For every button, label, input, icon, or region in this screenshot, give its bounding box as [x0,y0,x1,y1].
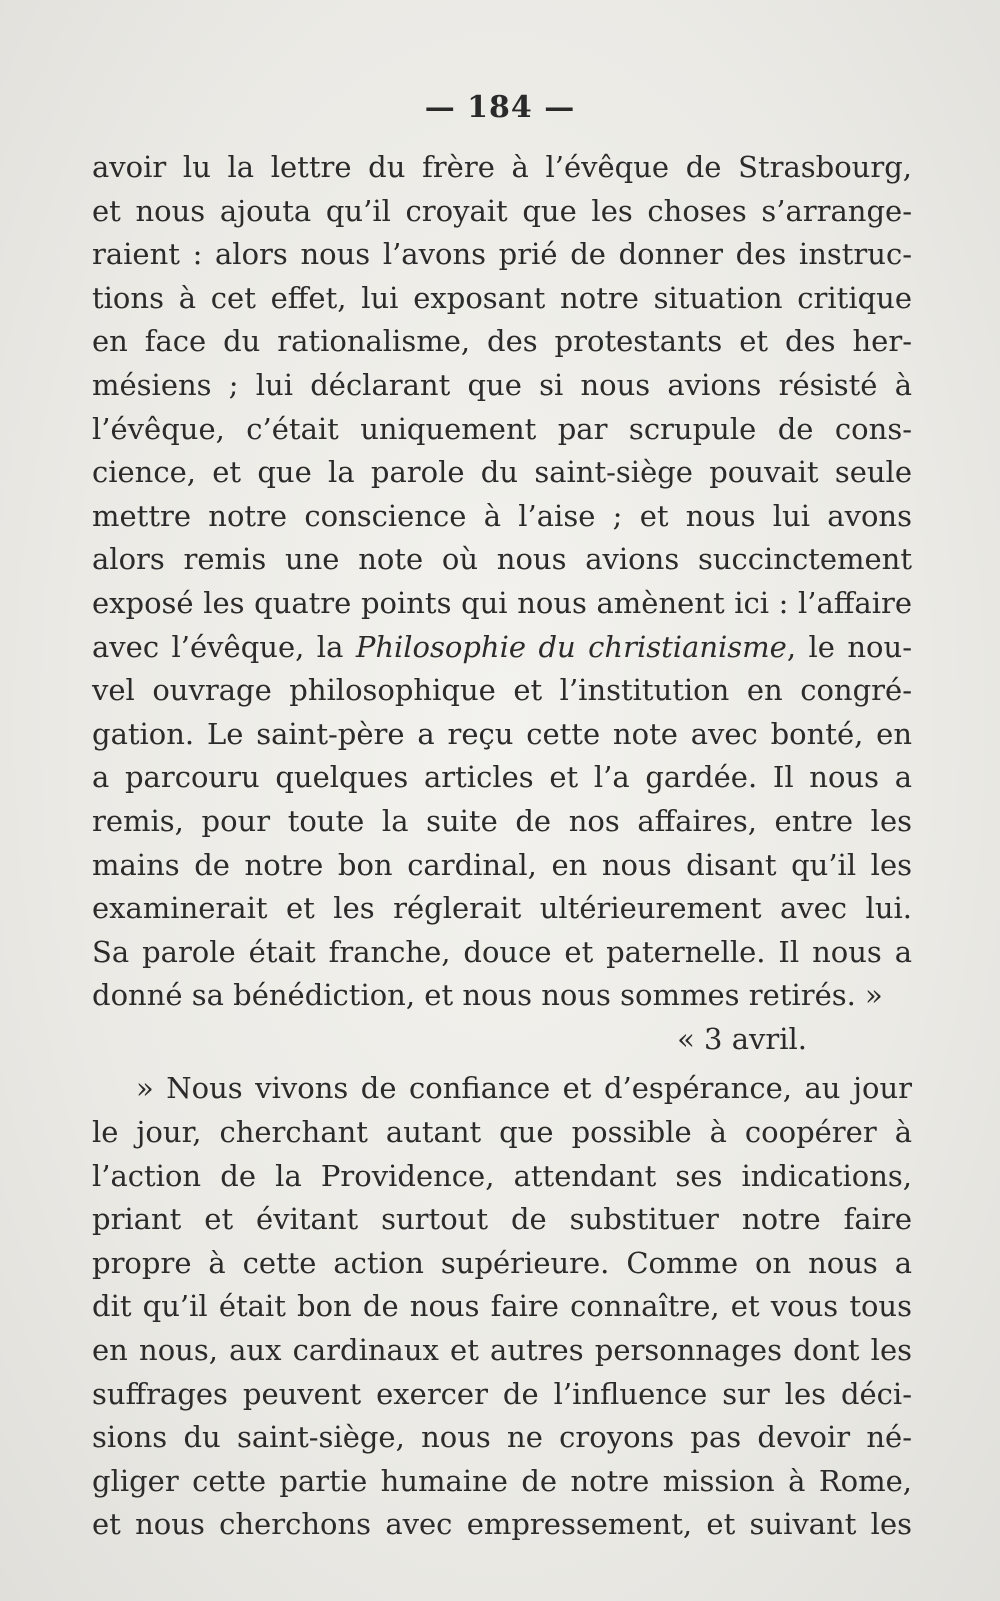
line-text: , le nou- [786,629,912,664]
text-line: suffrages peuvent exercer de l’influence sur les déci- [92,1376,912,1411]
text-line: mains de notre bon cardinal, en nous disant qu’il les [92,847,912,882]
text-line: dit qu’il était bon de nous faire connaître, et vous tous [92,1289,912,1324]
text-line: cience, et que la parole du saint-siège pouvait seule [92,455,912,490]
closing-line: donné sa bénédiction, et nous nous sommes retirés. » [92,978,883,1013]
text-line: en nous, aux cardinaux et autres personnages dont les [92,1333,912,1368]
text-line: mésiens ; lui déclarant que si nous avions résisté à [92,367,912,402]
text-line: mettre notre conscience à l’aise ; et nous lui avons [92,498,912,533]
paragraph-1-start [92,146,912,626]
text-line: l’évêque, c’était uniquement par scrupule de cons- [92,411,912,446]
text-line: vel ouvrage philosophique et l’institution en congré- [92,673,912,708]
text-line: et nous ajouta qu’il croyait que les choses s’arrange- [92,193,912,228]
paragraph-2 [92,1067,912,1547]
book-title: Philosophie du christianisme [355,629,787,664]
text-line: remis, pour toute la suite de nos affaires, entre les [92,803,912,838]
text-line: a parcouru quelques articles et l’a gardée. Il nous a [92,760,912,795]
text-line: gation. Le saint-père a reçu cette note avec bonté, en [92,716,912,751]
text-line: l’action de la Providence, attendant ses indications, [92,1158,912,1193]
dateline: « 3 avril. [677,1021,807,1056]
text-line: sions du saint-siège, nous ne croyons pas devoir né- [92,1420,912,1455]
text-line: tions à cet effet, lui exposant notre situation critique [92,280,912,315]
paragraph-1-continued [92,669,912,974]
line-text: avec l’évêque, la [92,629,356,664]
text-line: avoir lu la lettre du frère à l’évêque de Strasbourg, [92,150,912,184]
text-line: et nous cherchons avec empressement, et suivant les [92,1507,912,1542]
text-line: » Nous vivons de confiance et d’espérance, au jour [136,1071,912,1106]
text-line: Sa parole était franche, douce et paternelle. Il nous a [92,934,912,969]
text-line: gliger cette partie humaine de notre mission à Rome, [92,1463,912,1498]
text-line: exposé les quatre points qui nous amènent ici : l’affaire [92,585,912,620]
text-line: propre à cette action supérieure. Comme on nous a [92,1245,912,1280]
text-line-with-title [92,626,912,670]
body-text [92,146,912,1547]
text-line: alors remis une note où nous avions succinctement [92,542,912,577]
page-number: — 184 — [424,90,576,125]
text-line: le jour, cherchant autant que possible à coopérer à [92,1115,912,1150]
text-line: en face du rationalisme, des protestants et des her- [92,324,912,359]
text-line: examinerait et les réglerait ultérieurement avec lui. [92,891,912,926]
text-line: priant et évitant surtout de substituer notre faire [92,1202,912,1237]
text-line: raient : alors nous l’avons prié de donner des instruc- [92,237,912,272]
